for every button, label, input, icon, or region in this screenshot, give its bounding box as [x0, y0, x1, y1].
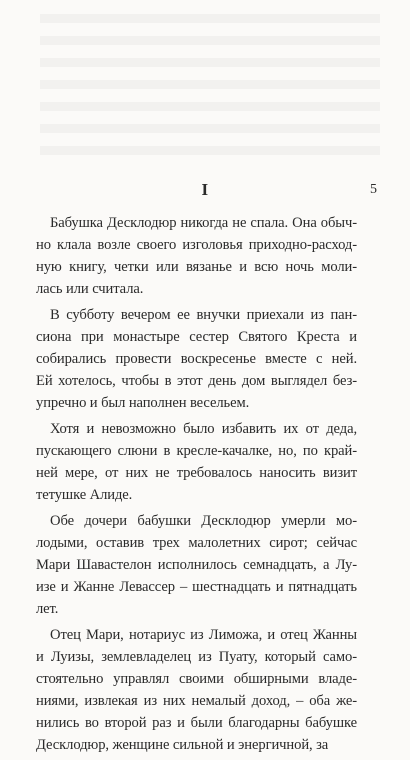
text-line: Ей хотелось, чтобы в этот день дом выглядел без-	[36, 373, 357, 389]
text-line: В субботу вечером ее внучки приехали из пан-	[50, 307, 357, 323]
text-line: и Луизы, землевладелец из Пуату, который само-	[36, 649, 357, 665]
paragraph	[36, 418, 357, 506]
text-line: ную книгу, четки или вязанье и всю ночь моли-	[36, 259, 357, 275]
paragraph	[36, 510, 357, 620]
chapter-title: I	[201, 180, 209, 199]
page-number: 5	[370, 182, 377, 197]
text-line: Обе дочери бабушки Десклодюр умерли мо-	[50, 513, 357, 529]
text-line: собирались провести воскресенье вместе с ней.	[36, 351, 357, 367]
show-through-text	[40, 14, 380, 164]
text-line: нились во второй раз и были благодарны бабушке	[36, 715, 357, 731]
text-line: стоятельно управлял своими обширными владе-	[36, 671, 357, 687]
paragraph	[36, 212, 357, 300]
text-line: но клала возле своего изголовья приходно-расход-	[36, 237, 357, 253]
text-line: Мари Шавастелон исполнилось семнадцать, а Лу-	[36, 557, 357, 573]
text-line: лась или считала.	[36, 281, 144, 297]
body-text	[36, 212, 357, 760]
text-line: ниями, извлекая из них немалый доход, – оба же-	[36, 693, 357, 709]
text-line: ней мере, от них не требовалось наносить визит	[36, 465, 357, 481]
text-line: Хотя и невозможно было избавить их от деда,	[50, 421, 357, 437]
text-line: лодыми, оставив трех малолетних сирот; сейчас	[36, 535, 357, 551]
paragraph	[36, 624, 357, 756]
text-line: упречно и был наполнен весельем.	[36, 395, 250, 411]
text-line: изе и Жанне Левассер – шестнадцать и пятнадцать	[36, 579, 357, 595]
text-line: лет.	[36, 601, 59, 617]
text-line: Десклодюр, женщине сильной и энергичной, за	[36, 737, 329, 753]
text-line: Отец Мари, нотариус из Лиможа, и отец Жанны	[50, 627, 357, 643]
text-line: пускающего слюни в кресле-качалке, но, по край-	[36, 443, 357, 459]
text-line: сиона при монастыре сестер Святого Креста и	[36, 329, 357, 345]
paragraph	[36, 304, 357, 414]
text-line: Бабушка Десклодюр никогда не спала. Она обыч-	[50, 215, 357, 231]
text-line: тетушке Алиде.	[36, 487, 133, 503]
